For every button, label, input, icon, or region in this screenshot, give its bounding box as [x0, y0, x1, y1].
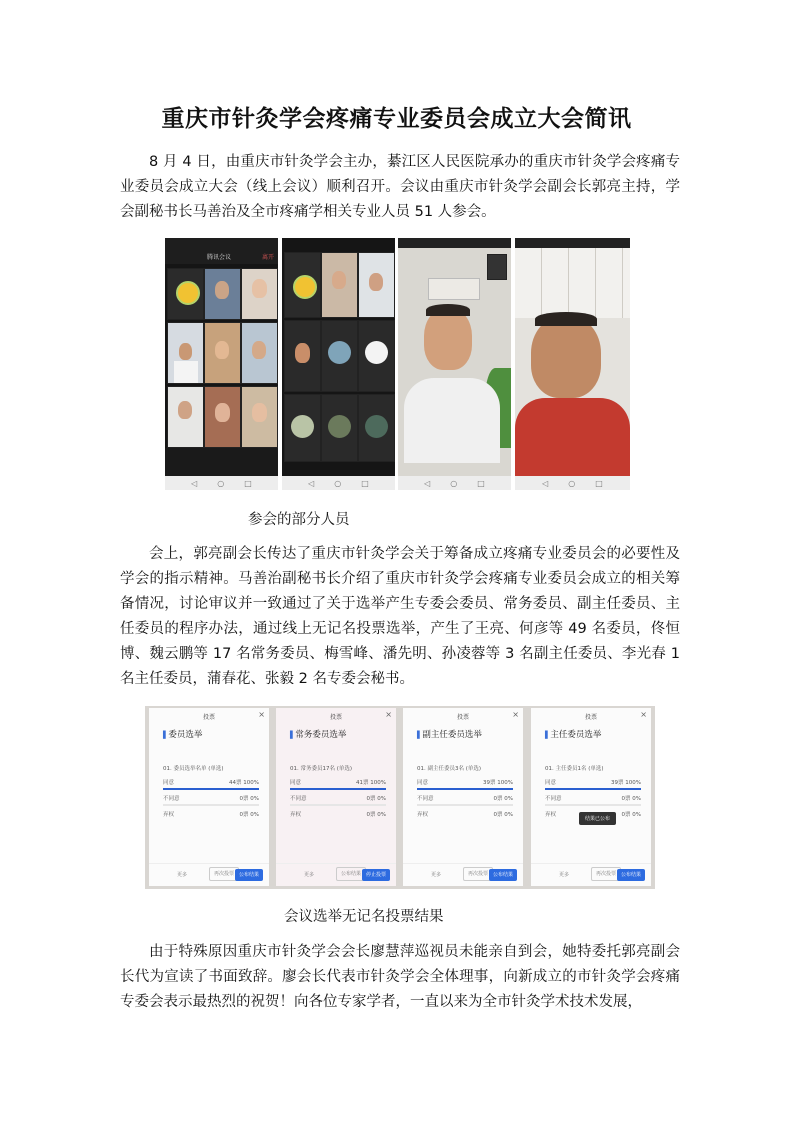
vote-panel: [403, 708, 523, 886]
photos-caption: 参会的部分人员: [248, 512, 350, 528]
vote-option: 弃权 0票 0%: [417, 812, 513, 818]
vote-option: 不同意 0票 0%: [545, 796, 641, 802]
vote-bar: [545, 804, 641, 806]
participant-tile: [358, 394, 395, 462]
meeting-screenshot-grid: [165, 238, 278, 490]
leave-meeting-button[interactable]: 离开: [261, 254, 274, 261]
revote-button[interactable]: 再次投票: [463, 867, 493, 881]
close-icon[interactable]: ×: [512, 710, 519, 719]
close-icon[interactable]: ×: [258, 710, 265, 719]
vote-window-title: 投票: [584, 714, 597, 721]
vote-window-title: 投票: [329, 714, 342, 721]
vote-title: ▌ 常务委员选举: [290, 728, 346, 740]
speaker-face: [531, 316, 601, 398]
vote-question: 01. 常务委员17名 (单选): [290, 766, 353, 772]
vote-bar: [417, 804, 513, 806]
vote-footer: [149, 863, 269, 886]
vote-panel: [276, 708, 396, 886]
vote-screenshots: [145, 706, 655, 889]
self-view-thumbnail: [487, 254, 507, 280]
meeting-screenshot-avatars: [282, 238, 395, 490]
participant-tile: [321, 252, 358, 318]
ceiling-light: [428, 278, 480, 300]
vote-option: 弃权 0票 0%: [545, 812, 641, 818]
vote-footer: [531, 863, 651, 886]
more-button[interactable]: 更多: [431, 872, 442, 878]
more-button[interactable]: 更多: [304, 872, 315, 878]
meeting-app-name: 腾讯会议: [207, 254, 232, 261]
vote-bar: [290, 804, 386, 806]
revote-button[interactable]: 再次投票: [591, 867, 621, 881]
vote-panel: [531, 708, 651, 886]
participant-tile: [204, 268, 241, 320]
vote-option: 不同意 0票 0%: [417, 796, 513, 802]
participant-tile: [204, 322, 241, 384]
participant-tile: [241, 268, 278, 320]
vote-title: ▌ 副主任委员选举: [417, 728, 482, 740]
participant-tile: [241, 322, 278, 384]
vote-option: 同意 39票 100%: [417, 780, 513, 786]
participant-tile: [204, 386, 241, 448]
meeting-toolbar: [165, 448, 278, 476]
vote-bar: [163, 788, 259, 790]
publish-result-button[interactable]: 公布结果: [235, 869, 263, 881]
android-nav-bar: ◁ ○ □: [282, 476, 395, 490]
participant-tile: [167, 268, 204, 320]
speaker-coat: [404, 378, 500, 463]
vote-window-title: 投票: [456, 714, 469, 721]
vote-bar: [417, 788, 513, 790]
vote-window-title: 投票: [202, 714, 215, 721]
publish-result-button[interactable]: 公布结果: [617, 869, 645, 881]
vote-question: 01. 副主任委员3名 (单选): [417, 766, 482, 772]
page-title: 重庆市针灸学会疼痛专业委员会成立大会简讯: [161, 106, 632, 132]
meeting-screenshot-speaker-2: [515, 238, 630, 490]
stop-vote-button[interactable]: 停止投票: [362, 869, 390, 881]
android-nav-bar: ◁ ○ □: [165, 476, 278, 490]
more-button[interactable]: 更多: [559, 872, 570, 878]
votes-caption: 会议选举无记名投票结果: [284, 909, 444, 925]
result-published-toast: 结果已公布: [579, 812, 616, 825]
vote-option: 不同意 0票 0%: [163, 796, 259, 802]
meeting-screenshot-speaker: [398, 238, 511, 490]
vote-title: ▌ 委员选举: [163, 728, 202, 740]
paragraph-intro: 8 月 4 日，由重庆市针灸学会主办，綦江区人民医院承办的重庆市针灸学会疼痛专业委员会成立大会（线上会议）顺利召开。会议由重庆市针灸学会副会长郭亮主持，学会副秘书长马善治及全市疼痛学相关专业人员 51 人参会。: [120, 154, 680, 220]
android-nav-bar: ◁ ○ □: [398, 476, 511, 490]
revote-button[interactable]: 再次投票: [209, 867, 239, 881]
more-button[interactable]: 更多: [177, 872, 188, 878]
ceiling-grid: [515, 248, 630, 318]
android-nav-bar: ◁ ○ □: [515, 476, 630, 490]
vote-bar: [290, 788, 386, 790]
participant-tile: [284, 394, 321, 462]
vote-option: 弃权 0票 0%: [290, 812, 386, 818]
vote-option: 不同意 0票 0%: [290, 796, 386, 802]
publish-result-button[interactable]: 公布结果: [336, 867, 366, 881]
participant-tile: [321, 320, 358, 392]
participant-tile: [167, 322, 204, 384]
participant-tile: [358, 320, 395, 392]
vote-option: 同意 41票 100%: [290, 780, 386, 786]
vote-question: 01. 委员选举名单 (单选): [163, 766, 224, 772]
vote-footer: [403, 863, 523, 886]
vote-option: 同意 39票 100%: [545, 780, 641, 786]
paragraph-election: 会上，郭亮副会长传达了重庆市针灸学会关于筹备成立疼痛专业委员会的必要性及学会的指示精神。马善治副秘书长介绍了重庆市针灸学会疼痛专业委员会成立的相关筹备情况，讨论审议并一致通过了关于选举产生专委会委员、常务委员、副主任委员、主任委员的程序办法，通过线上无记名投票选举，产生了王亮、何彦等 49 名委员，佟恒博、魏云鹏等 17 名常务委员、梅雪峰、潘先明、孙凌蓉等 3 名副主任委员、李光春 1 名主任委员，蒲春花、张毅 2 名专委会秘书。: [120, 546, 680, 687]
speaker-face: [424, 308, 472, 370]
close-icon[interactable]: ×: [640, 710, 647, 719]
vote-panel: [149, 708, 269, 886]
vote-footer: [276, 863, 396, 886]
participant-tile: [241, 386, 278, 448]
participant-tile: [358, 252, 395, 318]
speaker-shirt: [515, 398, 630, 476]
meeting-screenshots: [165, 238, 630, 490]
vote-question: 01. 主任委员1名 (单选): [545, 766, 604, 772]
vote-title: ▌ 主任委员选举: [545, 728, 601, 740]
vote-bar: [163, 804, 259, 806]
meeting-header: [165, 238, 278, 264]
close-icon[interactable]: ×: [385, 710, 392, 719]
participant-tile: [167, 386, 204, 448]
participant-tile: [284, 252, 321, 318]
vote-option: 同意 44票 100%: [163, 780, 259, 786]
participant-tile: [321, 394, 358, 462]
vote-bar: [545, 788, 641, 790]
paragraph-address: 由于特殊原因重庆市针灸学会会长廖慧萍巡视员未能亲自到会，她特委托郭亮副会长代为宣读了书面致辞。廖会长代表市针灸学会全体理事，向新成立的市针灸学会疼痛专委会表示最热烈的祝贺！向各位专家学者，一直以来为全市针灸学术技术发展，: [120, 944, 680, 1010]
vote-option: 弃权 0票 0%: [163, 812, 259, 818]
publish-result-button[interactable]: 公布结果: [489, 869, 517, 881]
participant-tile: [284, 320, 321, 392]
